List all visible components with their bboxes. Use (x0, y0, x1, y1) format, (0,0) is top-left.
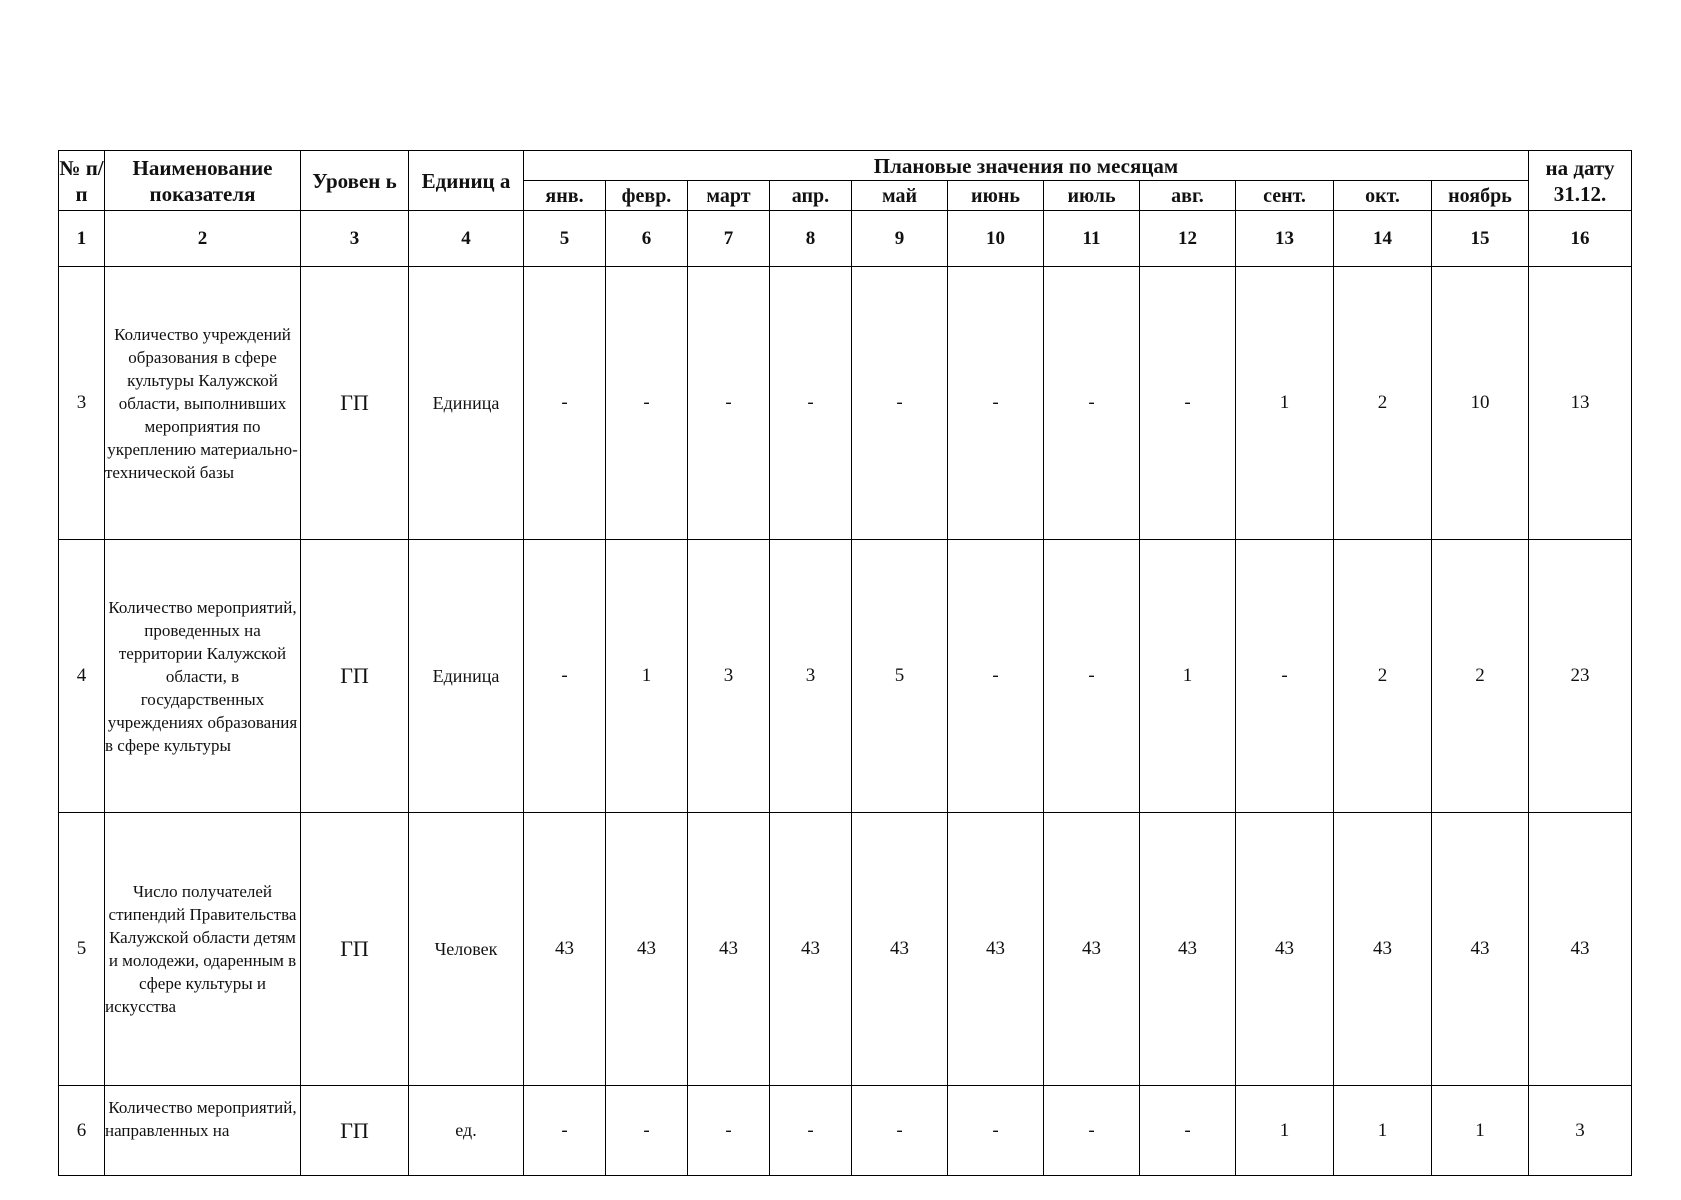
row-unit: ед. (409, 1086, 524, 1176)
row-level: ГП (301, 540, 409, 813)
column-number: 7 (688, 211, 770, 267)
month-value: 2 (1334, 540, 1432, 813)
month-value: 1 (1334, 1086, 1432, 1176)
row-num: 3 (59, 267, 105, 540)
month-value: 43 (524, 813, 606, 1086)
plan-table (58, 150, 1632, 1176)
row-num: 5 (59, 813, 105, 1086)
column-number: 14 (1334, 211, 1432, 267)
month-value: - (524, 540, 606, 813)
month-value: 1 (1236, 267, 1334, 540)
column-number: 12 (1140, 211, 1236, 267)
month-value: 1 (1140, 540, 1236, 813)
header-row (59, 151, 1632, 181)
month-header: июнь (948, 181, 1044, 211)
month-value: - (852, 1086, 948, 1176)
month-value: 43 (948, 813, 1044, 1086)
month-value: - (770, 1086, 852, 1176)
month-value: - (1044, 267, 1140, 540)
table-row (59, 1086, 1632, 1176)
month-value: 43 (852, 813, 948, 1086)
column-number: 11 (1044, 211, 1140, 267)
month-value: 43 (1432, 813, 1529, 1086)
month-header: февр. (606, 181, 688, 211)
column-number: 13 (1236, 211, 1334, 267)
month-value: 3 (688, 540, 770, 813)
month-value: 10 (1432, 267, 1529, 540)
column-number: 6 (606, 211, 688, 267)
column-number: 4 (409, 211, 524, 267)
month-value: 43 (1044, 813, 1140, 1086)
row-unit: Человек (409, 813, 524, 1086)
month-value: 3 (770, 540, 852, 813)
table-row (59, 540, 1632, 813)
column-number: 8 (770, 211, 852, 267)
row-num: 6 (59, 1086, 105, 1176)
header-level: Уровен ь (301, 151, 409, 211)
month-value: 43 (1334, 813, 1432, 1086)
month-value: - (948, 1086, 1044, 1176)
month-header: март (688, 181, 770, 211)
month-value: 43 (606, 813, 688, 1086)
month-value: 2 (1432, 540, 1529, 813)
header-name: Наименование показателя (105, 151, 301, 211)
month-value: 43 (770, 813, 852, 1086)
month-value: 43 (688, 813, 770, 1086)
month-value: - (1236, 540, 1334, 813)
month-value: 43 (1140, 813, 1236, 1086)
row-level: ГП (301, 267, 409, 540)
month-header: ноябрь (1432, 181, 1529, 211)
column-number: 9 (852, 211, 948, 267)
indicator-name: Количество учреждений образования в сфере культуры Калужской области, выполнивших мероприятия по укреплению материально-технической базы (105, 267, 301, 540)
row-level: ГП (301, 813, 409, 1086)
indicator-name: Количество мероприятий, направленных на (105, 1086, 301, 1176)
table-row (59, 267, 1632, 540)
month-value: - (688, 1086, 770, 1176)
month-value: - (1044, 540, 1140, 813)
column-number: 3 (301, 211, 409, 267)
month-header: янв. (524, 181, 606, 211)
row-unit: Единица (409, 267, 524, 540)
year-end-value: 23 (1529, 540, 1632, 813)
month-value: - (524, 1086, 606, 1176)
header-unit: Единиц а (409, 151, 524, 211)
month-value: - (1140, 1086, 1236, 1176)
table-row (59, 813, 1632, 1086)
indicator-name: Количество мероприятий, проведенных на территории Калужской области, в государственных учреждениях образования в сфере культуры (105, 540, 301, 813)
month-header: окт. (1334, 181, 1432, 211)
month-header: авг. (1140, 181, 1236, 211)
column-number-row (59, 211, 1632, 267)
month-header: май (852, 181, 948, 211)
month-value: - (524, 267, 606, 540)
header-num: № п/п (59, 151, 105, 211)
month-value: - (948, 267, 1044, 540)
indicator-name: Число получателей стипендий Правительства Калужской области детям и молодежи, одаренным в сфере культуры и искусства (105, 813, 301, 1086)
month-value: 1 (1236, 1086, 1334, 1176)
column-number: 15 (1432, 211, 1529, 267)
month-value: 5 (852, 540, 948, 813)
month-value: - (606, 267, 688, 540)
month-value: 1 (606, 540, 688, 813)
month-value: - (948, 540, 1044, 813)
month-value: - (852, 267, 948, 540)
month-header: июль (1044, 181, 1140, 211)
column-number: 10 (948, 211, 1044, 267)
row-num: 4 (59, 540, 105, 813)
year-end-value: 13 (1529, 267, 1632, 540)
header-plan: Плановые значения по месяцам (524, 151, 1529, 181)
month-value: - (1044, 1086, 1140, 1176)
column-number: 1 (59, 211, 105, 267)
year-end-value: 3 (1529, 1086, 1632, 1176)
month-value: - (770, 267, 852, 540)
month-value: 2 (1334, 267, 1432, 540)
month-value: 43 (1236, 813, 1334, 1086)
month-value: - (606, 1086, 688, 1176)
month-value: - (688, 267, 770, 540)
column-number: 2 (105, 211, 301, 267)
row-level: ГП (301, 1086, 409, 1176)
month-header: сент. (1236, 181, 1334, 211)
month-header: апр. (770, 181, 852, 211)
month-value: 1 (1432, 1086, 1529, 1176)
row-unit: Единица (409, 540, 524, 813)
month-value: - (1140, 267, 1236, 540)
year-end-value: 43 (1529, 813, 1632, 1086)
header-date: на дату 31.12. (1529, 151, 1632, 211)
column-number: 16 (1529, 211, 1632, 267)
column-number: 5 (524, 211, 606, 267)
